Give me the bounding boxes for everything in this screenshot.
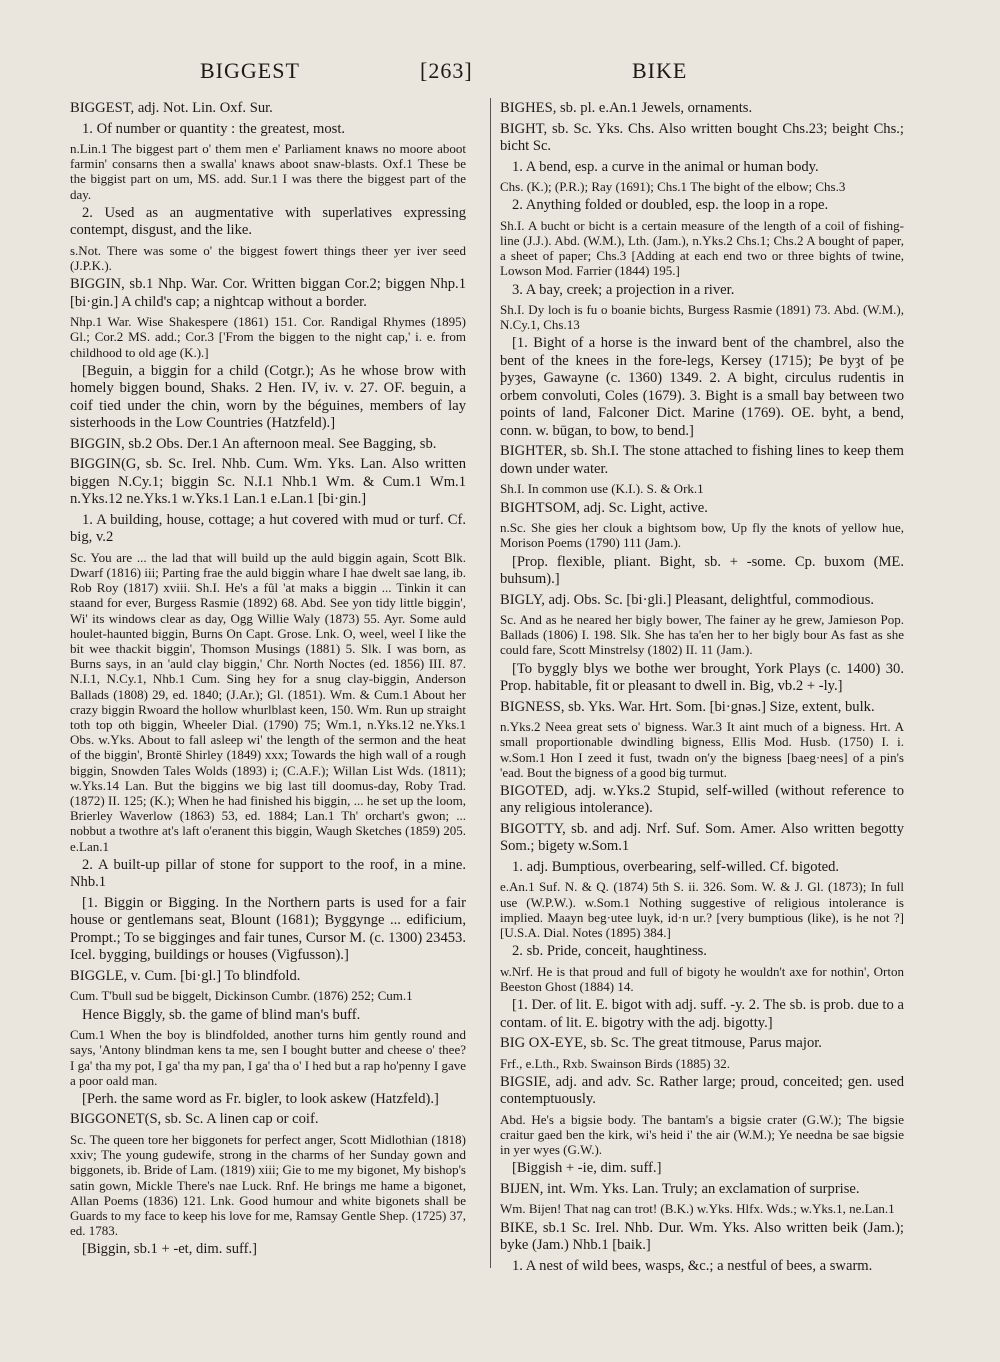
page-number: [263] [420, 58, 473, 83]
running-head-left: BIGGEST [200, 58, 300, 83]
dictionary-entry: [Prop. flexible, pliant. Bight, sb. + -some. Cp. buxom (ME. buhsum).] [500, 553, 904, 588]
column-divider [490, 98, 491, 1268]
dictionary-entry: Chs. (K.); (P.R.); Ray (1691); Chs.1 The bight of the elbow; Chs.3 [500, 179, 846, 194]
dictionary-entry: BIGGIN(G, sb. Sc. Irel. Nhb. Cum. Wm. Yks. Lan. Also written biggen N.Cy.1; biggin Sc. N.I.1 Nhb.1 Wm. & Cum.1 Wm.1 n.Yks.12 ne.Yks.1 w.Yks.1 Lan.1 e.Lan.1 [bi·gin.] [70, 456, 466, 508]
dictionary-entry: Sh.I. A bucht or bicht is a certain measure of the length of a coil of fishing-line (J.J.). Abd. (W.M.), Lth. (Jam.), n.Yks.2 Chs.1; Chs.2 A bought of paper, a sheet of paper; Chs.3 [Adding at each end two or three bights of twine, Lowson Mod. Farrier (1844) 195.] [500, 217, 904, 279]
dictionary-entry: 2. Anything folded or doubled, esp. the loop in a rope. [512, 197, 829, 214]
dictionary-entry: 3. A bay, creek; a projection in a river. [512, 281, 735, 298]
dictionary-entry: [1. Biggin or Bigging. In the Northern parts is used for a fair house or gentlemans seat, Blount (1681); Byggynge ... edificium, Prompt.; To se bigginges and fair tunes, Cursor M. (c. 1300) 23453. Icel. bygging, buildings or houses (Vigfusson).] [70, 894, 466, 964]
dictionary-entry: BIGHT, sb. Sc. Yks. Chs. Also written bought Chs.23; beight Chs.; bicht Sc. [500, 120, 904, 154]
dictionary-entry: [Beguin, a biggin for a child (Cotgr.); As he whose brow with homely biggen bound, Shaks. 2 Hen. IV, iv. v. 27. OF. beguin, a coif tied under the chin, worn by the béguines, members of lay sisterhoods in the Low Countries (Hatzfeld).] [70, 362, 466, 432]
dictionary-entry: BIGNESS, sb. Yks. War. Hrt. Som. [bi·gnəs.] Size, extent, bulk. [500, 698, 875, 715]
dictionary-entry: BIGLY, adj. Obs. Sc. [bi·gli.] Pleasant, delightful, commodious. [500, 591, 875, 608]
dictionary-entry: Sh.I. In common use (K.I.). S. & Ork.1 [500, 481, 704, 497]
dictionary-entry: BIGGEST, adj. Not. Lin. Oxf. Sur. [70, 100, 273, 116]
dictionary-entry: 1. Of number or quantity : the greatest, most. [82, 120, 346, 137]
dictionary-entry: Sc. The queen tore her biggonets for perfect anger, Scott Midlothian (1818) xxiv; The young gudewife, strong in the charms of her Sunday gown and biggonets, ib. Bride of Lam. (1819) xiii; Gie to me my bigonet, My bishop's satin gown, Mickle There's nae Luck. Rnf. He brings me hame a bigonet, Allan Poems (1836) 121. Lnk. Good humour and white bigonets shall be Guards to my face to keep his love for me, Ramsay Gentle Shep. (1725) 37, ed. 1783. [70, 1131, 466, 1239]
dictionary-entry: w.Nrf. He is that proud and full of bigoty he wouldn't axe for nothin', Orton Beeston Ghost (1884) 14. [500, 963, 904, 994]
dictionary-entry: BIGOTED, adj. w.Yks.2 Stupid, self-willed (without reference to any religious intolerance). [500, 782, 904, 817]
dictionary-entry: n.Sc. She gies her clouk a bightsom bow, Up fly the knots of yellow hue, Morison Poems (1790) 111 (Jam.). [500, 520, 904, 551]
dictionary-entry: Hence Biggly, sb. the game of blind man's buff. [82, 1006, 361, 1023]
dictionary-entry: 1. A building, house, cottage; a hut covered with mud or turf. Cf. big, v.2 [70, 511, 466, 546]
dictionary-entry: [Biggin, sb.1 + -et, dim. suff.] [82, 1241, 257, 1258]
dictionary-entry: 2. Used as an augmentative with superlatives expressing contempt, disgust, and the like. [70, 204, 466, 239]
dictionary-entry: BIG OX-EYE, sb. Sc. The great titmouse, Parus major. [500, 1035, 822, 1052]
dictionary-entry: Cum. T'bull sud be biggelt, Dickinson Cumbr. (1876) 252; Cum.1 [70, 988, 413, 1004]
dictionary-entry: n.Yks.2 Neea great sets o' bigness. War.3 It aint much of a bigness. Hrt. A small proportionable dwindling bigness, Ellis Mod. Husb. (1750) I. i. w.Som.1 Hon I zeed it fust, twadn on'y the bigness [baeg·nees] of a pin's 'ead. Bout the bigness of a good big turmut. [500, 719, 904, 780]
dictionary-entry: Sc. You are ... the lad that will build up the auld biggin again, Scott Blk. Dwarf (1816) iii; Parting frae the auld biggin whare I hae dwelt sae lang, ib. Rob Roy (1817) xviii. Sh.I. He's a fûl 'at maks a biggin ... Tinkin it can staand for ever, Burgess Rasmie (1892) 68. Abd. See yon tidy little biggin', Wi' its windows clear as day, Ogg Willie Waly (1873) 55. Ayr. Some auld houlet-haunted biggin, Burns On Capt. Grose. Lnk. O, weel, weel I like the bit wee thackit biggin', Thomson Musings (1881) 5. Slk. I was born, as Burns says, in an 'auld clay biggin,' Chr. North Noctes (ed. 1856) III. 87. N.I.1, N.Cy.1, Nhb.1 Cum. Sing hey for a snug clay-biggin, Anderson Ballads (1808) 29, ed. 1840; (J.Ar.); Gl. (1851). Wm. & Cum.1 About her crazy biggin Rwoard the hollow whurlblast keen, 150. Wm. Run up straight toth top oth biggin, Wheeler Dial. (1790) 75; Wm.1, n.Yks.12 ne.Yks.1 Obs. w.Yks. About to fall asleep wi' the length of the sermon and the heat of the biggin', Brontë Shirley (1849) xxx; Towards the high wall of a rough biggin, Snowden Tales Wolds (1893) i; (C.A.F.); Willan List Wds. (1811); w.Yks.14 Lan. But the biggins we big last till doomus-day, Roby Trad. (1872) II. 125; (K.); When he had finished his biggin, ... he set up the loom, Brierley Waverlow (1863) 53, ed. 1884; Lan.1 Th' orchart's gwon; ... nobbut a twothre at's laft o'eranent this biggin, Waugh Sketches (1859) 205. e.Lan.1 [70, 549, 466, 854]
dictionary-entry: BIGSIE, adj. and adv. Sc. Rather large; proud, conceited; gen. used contemptuously. [500, 1073, 904, 1108]
dictionary-entry: Wm. Bijen! That nag can trot! (B.K.) w.Yks. Hlfx. Wds.; w.Yks.1, ne.Lan.1 [500, 1201, 895, 1217]
dictionary-entry: e.An.1 Suf. N. & Q. (1874) 5th S. ii. 326. Som. W. & J. Gl. (1873); In full use (W.P.W.). w.Som.1 Nothing suggestive of religious intolerance is implied. Maayn beg·utee luyk, id·n ur.? [very bumptious (like), is he not ?] [U.S.A. Dial. Notes (1895) 384.] [500, 879, 904, 941]
dictionary-entry: [To byggly blys we bothe wer brought, York Plays (c. 1400) 30. Prop. habitable, fit or pleasant to dwell in. Big, vb.2 + -ly.] [500, 660, 904, 695]
dictionary-entry: 1. A nest of wild bees, wasps, &c.; a nestful of bees, a swarm. [512, 1257, 873, 1274]
running-head-right: BIKE [632, 58, 688, 83]
dictionary-entry: s.Not. There was some o' the biggest fowert things theer yer iver seed (J.P.K.). [70, 242, 466, 274]
dictionary-entry: Cum.1 When the boy is blindfolded, another turns him gently round and says, 'Antony blindman kens ta me, sen I bought butter and cheese o' thee? I ga' tha my pot, I ga' tha my pan, I ga' tha o' I hed but a rap ho'penny I gave a poor oald man. [70, 1027, 466, 1088]
dictionary-entry: Frf., e.Lth., Rxb. Swainson Birds (1885) 32. [500, 1055, 731, 1071]
dictionary-entry: BIGGONET(S, sb. Sc. A linen cap or coif. [70, 1111, 319, 1128]
dictionary-entry: [1. Der. of lit. E. bigot with adj. suff. -y. 2. The sb. is prob. due to a contam. of lit. E. bigotry with the adj. bigotty.] [500, 997, 904, 1031]
dictionary-entry: BIGGLE, v. Cum. [bi·gl.] To blindfold. [70, 967, 301, 984]
dictionary-entry: [Biggish + -ie, dim. suff.] [512, 1160, 662, 1177]
dictionary-entry: Nhp.1 War. Wise Shakespere (1861) 151. Cor. Randigal Rhymes (1895) Gl.; Cor.2 MS. add.; Cor.3 ['From the biggen to the night cap,' i. e. from childhood to old age (K.).] [70, 314, 466, 360]
dictionary-entry: 2. A built-up pillar of stone for support to the roof, in a mine. Nhb.1 [70, 856, 466, 891]
dictionary-entry: BIKE, sb.1 Sc. Irel. Nhb. Dur. Wm. Yks. Also written beik (Jam.); byke (Jam.) Nhb.1 [baik.] [500, 1219, 904, 1254]
dictionary-entry: BIGOTTY, sb. and adj. Nrf. Suf. Som. Amer. Also written begotty Som.; bigety w.Som.1 [500, 820, 904, 855]
right-column [500, 100, 904, 1278]
dictionary-entry: 2. sb. Pride, conceit, haughtiness. [512, 943, 707, 960]
dictionary-entry: Abd. He's a bigsie body. The bantam's a bigsie crater (G.W.); The bigsie craitur gaed ben the kirk, wi's heid i' the air (W.M.); Ye needna be sae bigsie in yer wyes (G.W.). [500, 1111, 904, 1158]
dictionary-entry: BIGHTER, sb. Sh.I. The stone attached to fishing lines to keep them down under water. [500, 443, 904, 477]
dictionary-entry: BIGHTSOM, adj. Sc. Light, active. [500, 499, 708, 516]
dictionary-entry: BIGGIN, sb.2 Obs. Der.1 An afternoon meal. See Bagging, sb. [70, 435, 437, 452]
left-column [70, 100, 466, 1262]
dictionary-entry: n.Lin.1 The biggest part o' them men e' Parliament knaws no moore aboot farmin' consarns then a swalla' knaws aboot snaw-blasts. Oxf.1 These be the biggist part on um, MS. add. Sur.1 I was there the biggest part of the day. [70, 141, 466, 202]
dictionary-entry: 1. A bend, esp. a curve in the animal or human body. [512, 158, 819, 175]
dictionary-entry: Sh.I. Dy loch is fu o boanie bichts, Burgess Rasmie (1891) 73. Abd. (W.M.), N.Cy.1, Chs.13 [500, 302, 904, 333]
dictionary-entry: BIGGIN, sb.1 Nhp. War. Cor. Written biggan Cor.2; biggen Nhp.1 [bi·gin.] A child's cap; a nightcap without a border. [70, 276, 466, 310]
dictionary-entry: Sc. And as he neared her bigly bower, The fainer ay he grew, Jamieson Pop. Ballads (1806) I. 198. Slk. She has ta'en her to her bigly bour As fast as she could fare, Scott Minstrelsy (1802) II. 11 (Jam.). [500, 612, 904, 658]
dictionary-entry: [Perh. the same word as Fr. bigler, to look askew (Hatzfeld).] [82, 1090, 439, 1107]
dictionary-entry: BIJEN, int. Wm. Yks. Lan. Truly; an exclamation of surprise. [500, 1180, 860, 1197]
dictionary-entry: [1. Bight of a horse is the inward bent of the chambrel, also the bent of the knees in the fore-legs, Kersey (1715); Þe byȝt of þe þyȝes, Gawayne (c. 1360) 1349. 2. A bight, circulus rudentis in orbem convoluti, Coles (1679). 3. Bight is a small bay between two points of land, Falconer Dict. Marine (1769). OE. byht, a bend, conn. w. būgan, to bow, to bend.] [500, 335, 904, 439]
dictionary-entry: 1. adj. Bumptious, overbearing, self-willed. Cf. bigoted. [512, 858, 840, 875]
dictionary-entry: BIGHES, sb. pl. e.An.1 Jewels, ornaments. [500, 100, 753, 116]
